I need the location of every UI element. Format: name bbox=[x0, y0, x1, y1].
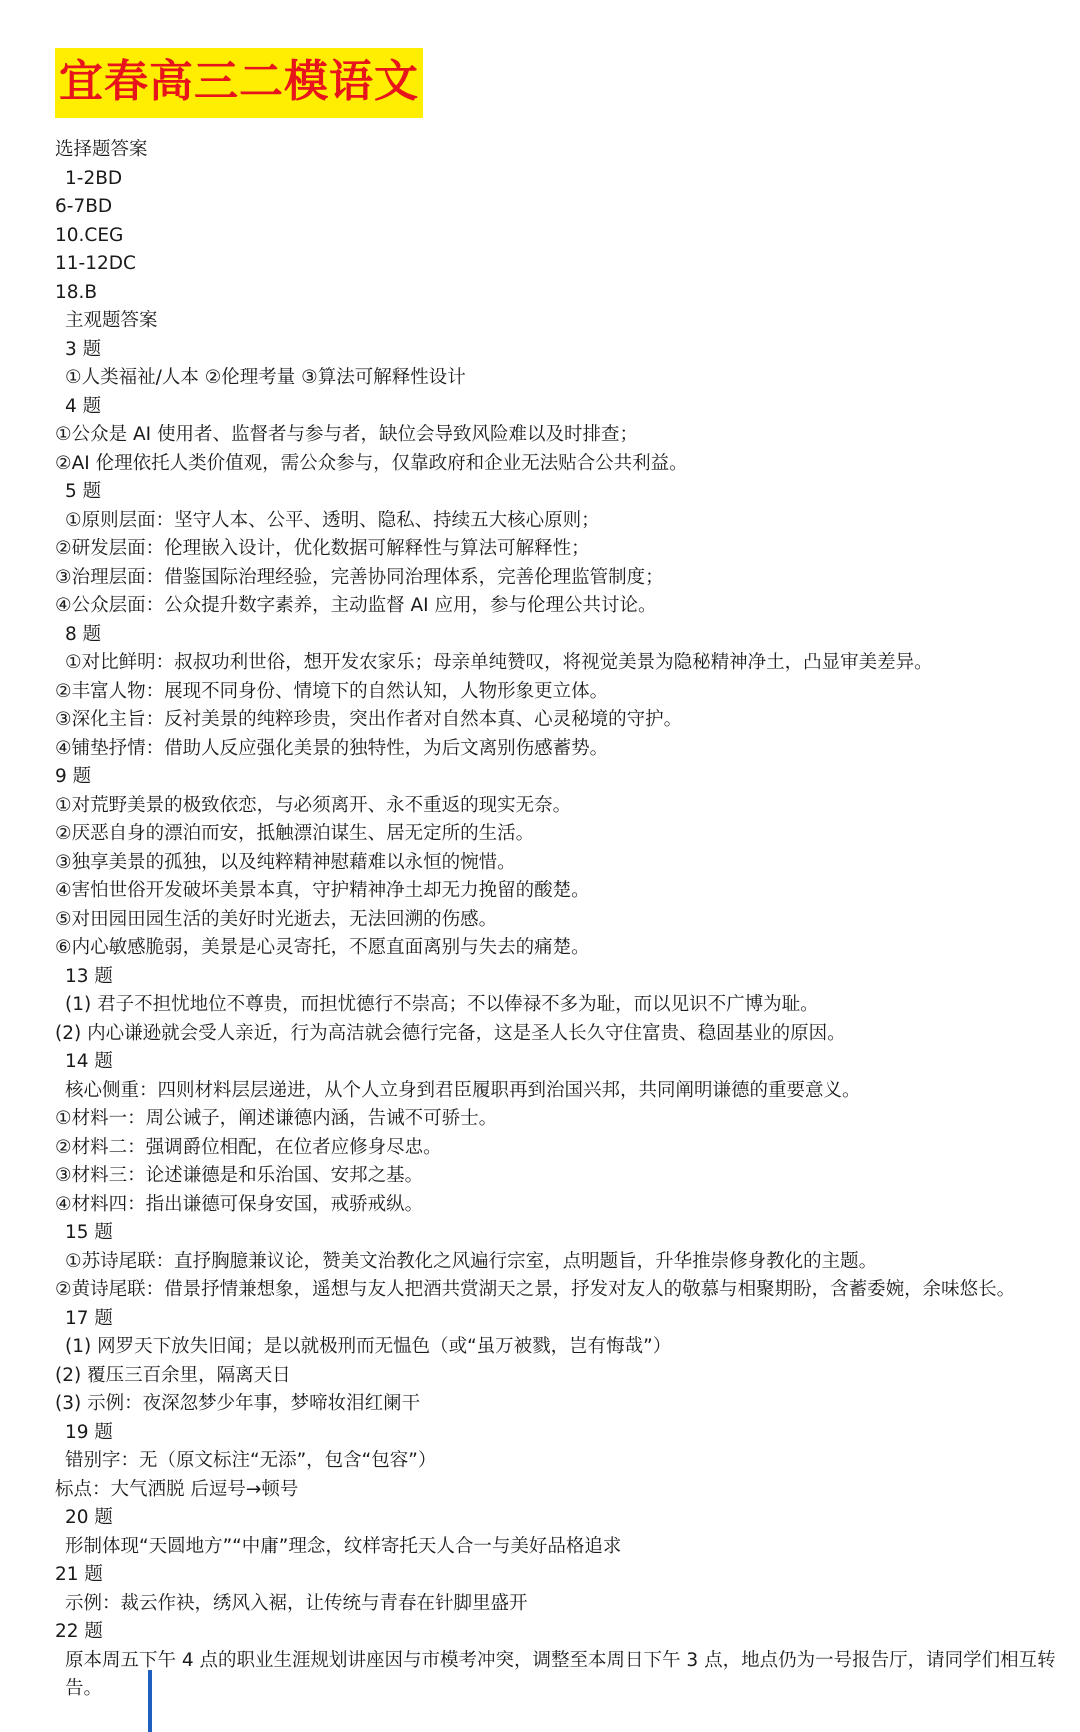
answer-line: 原本周五下午 4 点的职业生涯规划讲座因与市模考冲突，调整至本周日下午 3 点，地点仍为一号报告厅，请同学们相互转告。 bbox=[65, 1649, 1056, 1699]
answer-line: ③独享美景的孤独，以及纯粹精神慰藉难以永恒的惋惜。 bbox=[55, 851, 516, 873]
answer-line: ④铺垫抒情：借助人反应强化美景的独特性，为后文离别伤感蓄势。 bbox=[55, 737, 609, 759]
answer-line: ②厌恶自身的漂泊而安，抵触漂泊谋生、居无定所的生活。 bbox=[55, 823, 535, 844]
answer-line: 18.B bbox=[55, 281, 98, 303]
answer-line: ①公众是 AI 使用者、监督者与参与者，缺位会导致风险难以及时排查； bbox=[55, 424, 638, 445]
page-title: 宜春高三二模语文 bbox=[55, 48, 423, 118]
answer-line: 1-2BD bbox=[65, 167, 123, 189]
answer-line: ①原则层面：坚守人本、公平、透明、隐私、持续五大核心原则； bbox=[65, 509, 600, 531]
answer-line: ①对荒野美景的极致依恋，与必须离开、永不重返的现实无奈。 bbox=[55, 794, 572, 816]
answer-line: (1) 网罗天下放失旧闻；是以就极刑而无愠色（或“虽万被戮，岂有悔哉”） bbox=[65, 1336, 672, 1357]
answer-line: ①苏诗尾联：直抒胸臆兼议论，赞美文治教化之风遍行宗室，点明题旨，升华推崇修身教化的主题。 bbox=[65, 1250, 878, 1272]
answer-line: ②AI 伦理依托人类价值观，需公众参与，仅靠政府和企业无法贴合公共利益。 bbox=[55, 452, 688, 474]
answer-line: 9 题 bbox=[55, 766, 92, 787]
answer-line: 13 题 bbox=[65, 965, 113, 987]
text-cursor bbox=[148, 1670, 152, 1732]
answer-line: 选择题答案 bbox=[55, 139, 148, 160]
answer-line: (2) 内心谦逊就会受人亲近，行为高洁就会德行完备，这是圣人长久守住富贵、稳固基业的原因。 bbox=[55, 1022, 846, 1044]
answer-line: 示例：裁云作袂，绣风入裾，让传统与青春在针脚里盛开 bbox=[65, 1592, 528, 1614]
answer-line: ②材料二：强调爵位相配，在位者应修身尽忠。 bbox=[55, 1136, 442, 1158]
answer-line: 19 题 bbox=[65, 1421, 113, 1443]
answer-line: 5 题 bbox=[65, 481, 102, 502]
answer-line: 6-7BD bbox=[55, 196, 113, 217]
answer-line: ③治理层面：借鉴国际治理经验，完善协同治理体系，完善伦理监管制度； bbox=[55, 566, 664, 588]
answer-line: 核心侧重：四则材料层层递进，从个人立身到君臣履职再到治国兴邦，共同阐明谦德的重要意义。 bbox=[65, 1079, 861, 1101]
answer-line: ②丰富人物：展现不同身份、情境下的自然认知，人物形象更立体。 bbox=[55, 680, 609, 702]
answer-line: ③深化主旨：反衬美景的纯粹珍贵，突出作者对自然本真、心灵秘境的守护。 bbox=[55, 709, 683, 730]
answer-line: ④材料四：指出谦德可保身安国，戒骄戒纵。 bbox=[55, 1193, 424, 1215]
answer-line: 形制体现“天圆地方”“中庸”理念，纹样寄托天人合一与美好品格追求 bbox=[65, 1535, 622, 1557]
answer-line: 20 题 bbox=[65, 1507, 113, 1528]
answer-line: 标点：大气洒脱 后逗号→顿号 bbox=[55, 1478, 299, 1500]
answer-line: 10.CEG bbox=[55, 224, 124, 246]
answer-line: 17 题 bbox=[65, 1307, 113, 1329]
answer-line: ⑤对田园田园生活的美好时光逝去，无法回溯的伤感。 bbox=[55, 908, 498, 930]
answer-line: 3 题 bbox=[65, 338, 102, 360]
answer-line: 错别字：无（原文标注“无添”，包含“包容”） bbox=[65, 1450, 437, 1471]
answer-line: 14 题 bbox=[65, 1051, 113, 1072]
answer-line: ④公众层面：公众提升数字素养，主动监督 AI 应用，参与伦理公共讨论。 bbox=[55, 595, 657, 616]
answer-content bbox=[55, 136, 1065, 1704]
answer-line: ②研发层面：伦理嵌入设计，优化数据可解释性与算法可解释性； bbox=[55, 538, 590, 559]
answer-line: 8 题 bbox=[65, 623, 102, 645]
answer-line: ④害怕世俗开发破坏美景本真，守护精神净土却无力挽留的酸楚。 bbox=[55, 880, 590, 901]
answer-line: (3) 示例：夜深忽梦少年事，梦啼妆泪红阑干 bbox=[55, 1393, 421, 1414]
answer-line: ③材料三：论述谦德是和乐治国、安邦之基。 bbox=[55, 1165, 424, 1186]
answer-line: ①对比鲜明：叔叔功利世俗，想开发农家乐；母亲单纯赞叹，将视觉美景为隐秘精神净土，凸显审美差异。 bbox=[65, 652, 933, 673]
answer-line: 15 题 bbox=[65, 1222, 113, 1243]
answer-line: 21 题 bbox=[55, 1564, 103, 1585]
answer-line: (2) 覆压三百余里，隔离天日 bbox=[55, 1364, 291, 1386]
title-wrap bbox=[55, 48, 423, 118]
answer-line: ⑥内心敏感脆弱，美景是心灵寄托，不愿直面离别与失去的痛楚。 bbox=[55, 937, 590, 958]
answer-line: 11-12DC bbox=[55, 253, 136, 274]
answer-line: 4 题 bbox=[65, 395, 102, 417]
answer-line: (1) 君子不担忧地位不尊贵，而担忧德行不崇高；不以俸禄不多为耻，而以见识不广博为耻。 bbox=[65, 994, 819, 1015]
answer-line: ②黄诗尾联：借景抒情兼想象，遥想与友人把酒共赏湖天之景，抒发对友人的敬慕与相聚期盼，含蓄委婉，余味悠长。 bbox=[55, 1279, 1016, 1300]
answer-line: 主观题答案 bbox=[65, 310, 158, 331]
answer-line: ①材料一：周公诫子，阐述谦德内涵，告诫不可骄士。 bbox=[55, 1108, 498, 1129]
answer-line: 22 题 bbox=[55, 1621, 103, 1642]
answer-line: ①人类福祉/人本 ②伦理考量 ③算法可解释性设计 bbox=[65, 367, 466, 388]
